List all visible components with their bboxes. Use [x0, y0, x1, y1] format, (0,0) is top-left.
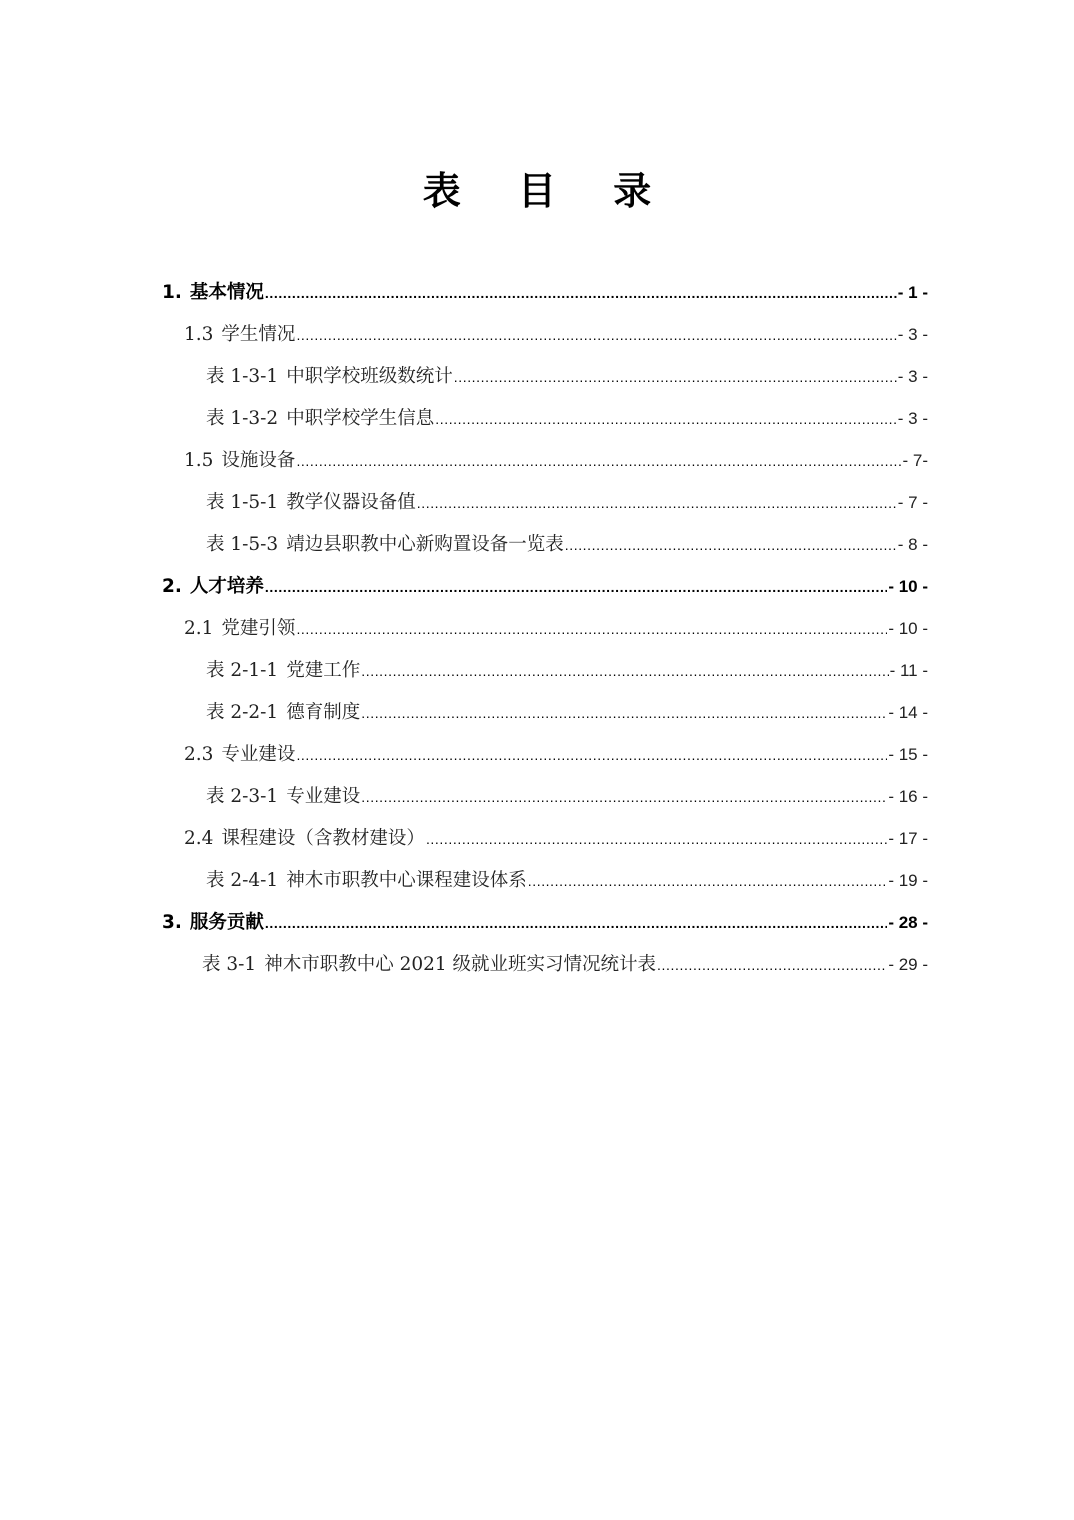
- toc-entry-number: 3.: [162, 912, 182, 933]
- toc-entry[interactable]: [162, 902, 928, 944]
- toc-entry[interactable]: [206, 692, 928, 734]
- page-title: 表 目 录: [422, 168, 674, 213]
- toc-entry-page: - 29 -: [888, 955, 928, 974]
- toc-entry-label: 学生情况: [221, 324, 296, 345]
- dot-leader: [296, 734, 887, 776]
- dot-leader: [426, 818, 887, 860]
- toc-entry-label: 中职学校学生信息: [286, 408, 435, 429]
- toc-entry-number: 1.5: [184, 450, 214, 471]
- dot-leader: [361, 776, 887, 818]
- toc-entry-page: - 3 -: [897, 409, 928, 428]
- dot-leader: [528, 860, 888, 902]
- toc-entry-number: 2.3: [184, 744, 214, 765]
- toc-entry-label: 服务贡献: [189, 912, 264, 933]
- toc-entry-label: 人才培养: [189, 576, 264, 597]
- toc-entry-page: - 3 -: [897, 325, 928, 344]
- dot-leader: [435, 398, 897, 440]
- toc-entry-page: - 19 -: [888, 871, 928, 890]
- dot-leader: [265, 566, 887, 608]
- toc-entry[interactable]: [184, 608, 928, 650]
- toc-entry-label: 教学仪器设备值: [286, 492, 416, 513]
- toc-entry[interactable]: [184, 440, 928, 482]
- toc-entry-number: 2.4: [184, 828, 214, 849]
- toc-entry[interactable]: [162, 566, 928, 608]
- toc-entry[interactable]: [206, 482, 928, 524]
- toc-entry-label: 党建工作: [286, 660, 361, 681]
- dot-leader: [657, 944, 887, 986]
- toc-entry-number: 表 2-1-1: [206, 660, 279, 681]
- toc-entry-label: 专业建设: [221, 744, 296, 765]
- toc-entry[interactable]: [206, 650, 928, 692]
- toc-entry[interactable]: [206, 860, 928, 902]
- toc-entry-label: 专业建设: [286, 786, 361, 807]
- toc-entry-page: - 15 -: [888, 745, 928, 764]
- dot-leader: [296, 314, 896, 356]
- toc-entry[interactable]: [202, 944, 928, 986]
- toc-entry-page: - 8 -: [897, 535, 928, 554]
- dot-leader: [296, 440, 901, 482]
- toc-entry-number: 表 1-3-2: [206, 408, 279, 429]
- toc-entry-number: 表 3-1: [202, 954, 257, 975]
- toc-entry[interactable]: [206, 356, 928, 398]
- toc-entry-page: - 16 -: [888, 787, 928, 806]
- toc-entry-number: 表 1-5-3: [206, 534, 279, 555]
- toc-entry-page: - 7-: [902, 451, 928, 470]
- dot-leader: [361, 650, 888, 692]
- toc-entry-label: 基本情况: [189, 282, 264, 303]
- toc-entry[interactable]: [184, 818, 928, 860]
- toc-entry-number: 1.: [162, 282, 182, 303]
- toc-entry-page: - 3 -: [897, 367, 928, 386]
- toc-entry-number: 表 1-3-1: [206, 366, 279, 387]
- toc-entry-page: - 17 -: [888, 829, 928, 848]
- toc-entry-page: - 11 -: [889, 661, 928, 680]
- toc-entry-number: 表 1-5-1: [206, 492, 279, 513]
- toc-entry-number: 1.3: [184, 324, 214, 345]
- toc-entry[interactable]: [206, 398, 928, 440]
- toc-entry-page: - 1 -: [897, 283, 928, 302]
- toc-entry-page: - 28 -: [888, 913, 928, 932]
- toc-entry-label: 德育制度: [286, 702, 361, 723]
- toc-entry-number: 表 2-2-1: [206, 702, 279, 723]
- toc-entry-number: 2.: [162, 576, 182, 597]
- toc-entry-label: 设施设备: [221, 450, 296, 471]
- dot-leader: [454, 356, 897, 398]
- toc-entry-number: 表 2-4-1: [206, 870, 279, 891]
- toc-entry-label: 神木市职教中心 2021 级就业班实习情况统计表: [264, 954, 657, 975]
- toc-entry-number: 表 2-3-1: [206, 786, 279, 807]
- toc-entry[interactable]: [206, 776, 928, 818]
- toc-entry-label: 中职学校班级数统计: [286, 366, 453, 387]
- toc-entry[interactable]: [162, 272, 928, 314]
- toc-entry[interactable]: [206, 524, 928, 566]
- dot-leader: [265, 902, 887, 944]
- toc-entry[interactable]: [184, 314, 928, 356]
- toc-entry-page: - 10 -: [888, 577, 928, 596]
- toc-entry-page: - 14 -: [888, 703, 928, 722]
- dot-leader: [565, 524, 897, 566]
- toc-entry-label: 神木市职教中心课程建设体系: [286, 870, 527, 891]
- toc-entry[interactable]: [184, 734, 928, 776]
- dot-leader: [265, 272, 897, 314]
- toc-entry-label: 靖边县职教中心新购置设备一览表: [286, 534, 564, 555]
- dot-leader: [296, 608, 887, 650]
- toc-entry-label: 党建引领: [221, 618, 296, 639]
- toc-entry-page: - 7 -: [897, 493, 928, 512]
- toc-entry-number: 2.1: [184, 618, 214, 639]
- dot-leader: [361, 692, 887, 734]
- dot-leader: [417, 482, 897, 524]
- toc-entry-page: - 10 -: [888, 619, 928, 638]
- toc-entry-label: 课程建设（含教材建设）: [221, 828, 425, 849]
